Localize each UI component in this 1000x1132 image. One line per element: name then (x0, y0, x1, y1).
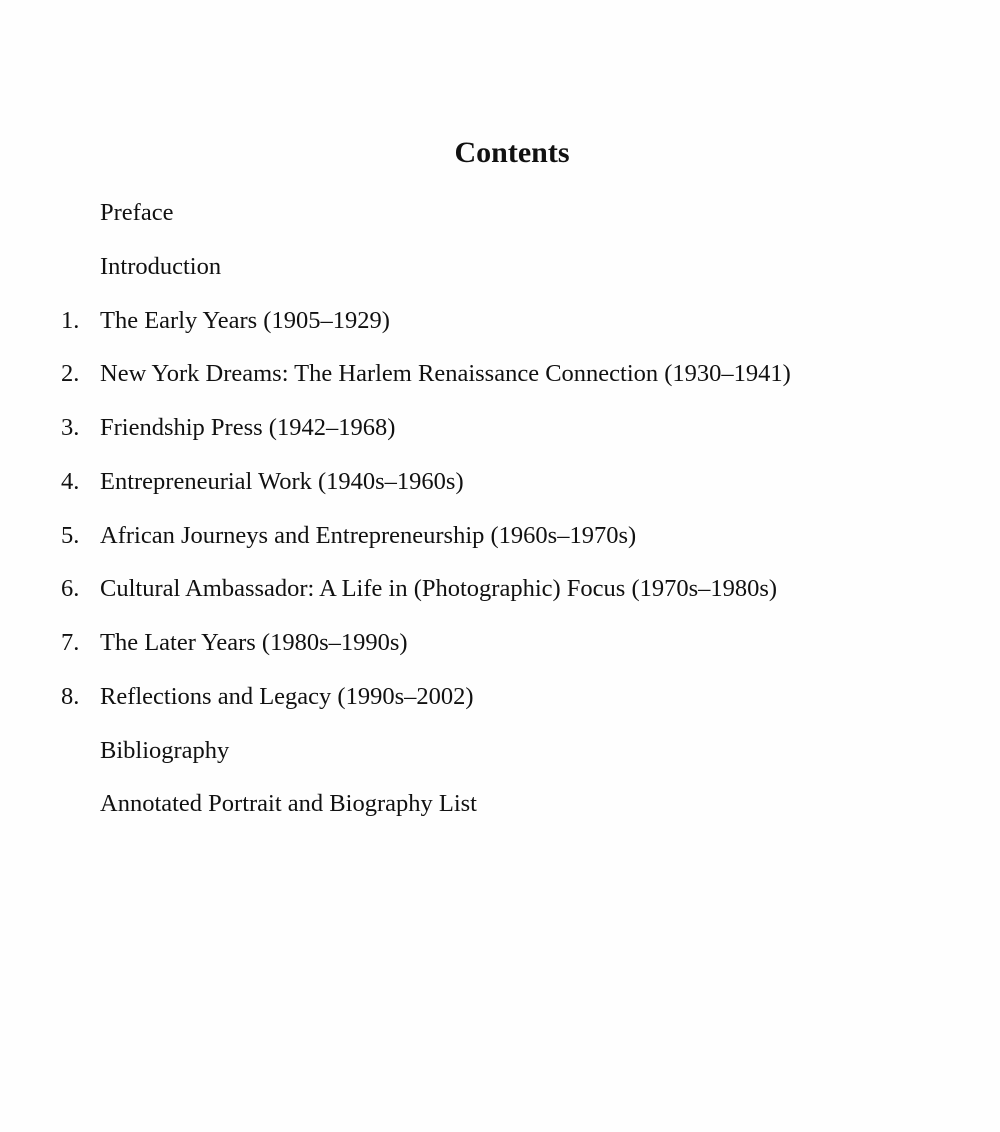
toc-entry-preface[interactable] (0, 195, 1000, 249)
toc-entry-number: 3. (61, 414, 80, 441)
toc-entry-chapter-7[interactable] (0, 625, 1000, 679)
toc-entry-label: Cultural Ambassador: A Life in (Photographic) Focus (1970s–1980s) (100, 575, 778, 603)
toc-entry-chapter-8[interactable] (0, 679, 1000, 733)
toc-entry-chapter-3[interactable] (0, 410, 1000, 464)
toc-entry-number: 1. (61, 306, 80, 334)
toc-entry-label: New York Dreams: The Harlem Renaissance Connection (1930–1941) (100, 360, 791, 388)
toc-entry-label: The Later Years (1980s–1990s) (100, 629, 408, 656)
toc-entry-chapter-2[interactable] (0, 356, 1000, 410)
toc-entry-label: Annotated Portrait and Biography List (100, 790, 477, 818)
toc-entry-chapter-1[interactable] (0, 303, 1000, 357)
toc-entry-label: Friendship Press (1942–1968) (100, 414, 396, 441)
toc-entry-introduction[interactable] (0, 249, 1000, 303)
toc-entry-label: Reflections and Legacy (1990s–2002) (100, 682, 474, 710)
toc-entry-number: 4. (61, 467, 80, 495)
toc-entry-label: The Early Years (1905–1929) (100, 306, 390, 334)
toc-entry-number: 2. (61, 360, 80, 388)
toc-entry-chapter-4[interactable] (0, 464, 1000, 518)
toc-entry-label: Bibliography (100, 736, 230, 764)
toc-entry-number: 7. (61, 629, 80, 656)
toc-entry-label: African Journeys and Entrepreneurship (1960s–1970s) (100, 521, 637, 549)
toc-entry-number: 8. (61, 682, 80, 710)
toc-entry-chapter-5[interactable] (0, 518, 1000, 572)
page-title: Contents (454, 136, 570, 169)
toc-entry-chapter-6[interactable] (0, 571, 1000, 625)
table-of-contents (0, 195, 1000, 840)
toc-entry-bibliography[interactable] (0, 733, 1000, 787)
toc-entry-label: Introduction (100, 252, 222, 280)
toc-entry-number: 6. (61, 575, 80, 603)
toc-entry-number: 5. (61, 521, 80, 549)
toc-entry-portrait-list[interactable] (0, 786, 1000, 840)
toc-entry-label: Entrepreneurial Work (1940s–1960s) (100, 467, 464, 495)
toc-entry-label: Preface (100, 199, 174, 226)
